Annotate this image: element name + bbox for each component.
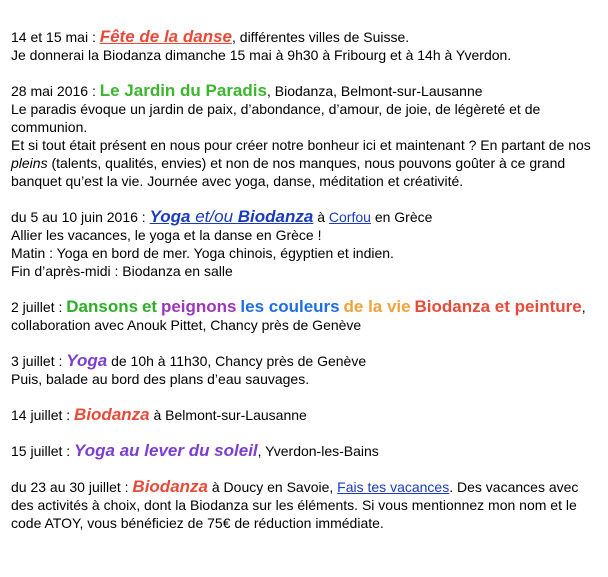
event-heading: [11, 442, 598, 460]
event-location: à Belmont-sur-Lausanne: [149, 407, 307, 423]
event-doucy: [11, 478, 598, 532]
corfou-link[interactable]: Corfou: [328, 209, 371, 225]
event-yoga-15-juillet: [11, 442, 598, 460]
event-description: Allier les vacances, le yoga et la danse en Grèce !: [11, 227, 322, 243]
title-word: Biodanza et peinture: [414, 297, 582, 316]
event-heading: [11, 298, 598, 334]
event-description: Je donnerai la Biodanza dimanche 15 mai à 9h30 à Fribourg et à 14h à Yverdon.: [11, 47, 512, 63]
event-title-biodanza: Biodanza: [237, 207, 314, 226]
event-date: 2 juillet :: [11, 299, 67, 315]
title-word: les couleurs: [240, 297, 340, 316]
fais-tes-vacances-link[interactable]: Fais tes vacances: [337, 479, 450, 495]
event-yoga-3-juillet: [11, 352, 598, 388]
event-title: Biodanza: [132, 477, 208, 496]
event-heading: [11, 82, 598, 100]
event-at: à: [313, 209, 329, 225]
event-title-connector: et/ou: [190, 207, 238, 226]
event-date: 28 mai 2016 :: [11, 83, 100, 99]
event-date: 14 et 15 mai :: [11, 29, 100, 45]
event-date: 3 juillet :: [11, 353, 67, 369]
event-date: du 23 au 30 juillet :: [11, 479, 133, 495]
event-location: , Yverdon-les-Bains: [257, 443, 379, 459]
title-word: peignons: [160, 297, 237, 316]
event-fete-de-la-danse: [11, 28, 598, 64]
event-description: [11, 136, 598, 190]
description-text: (talents, qualités, envies) et non de nos manques, nous pouvons goûter à ce grand banquet qu’est la vie. Journée avec yoga, danse, méditation et créativité.: [11, 155, 566, 189]
title-word: de la vie: [343, 297, 411, 316]
title-word: Dansons: [66, 297, 139, 316]
event-title: Le Jardin du Paradis: [99, 81, 267, 100]
event-description: Puis, balade au bord des plans d’eau sauvages.: [11, 371, 310, 387]
event-title: Yoga: [66, 351, 108, 370]
event-location: , Biodanza, Belmont-sur-Lausanne: [266, 83, 483, 99]
event-title: Yoga au lever du soleil: [74, 441, 258, 460]
event-heading: [11, 208, 598, 226]
description-emphasis: pleins: [11, 155, 48, 171]
event-description: Le paradis évoque un jardin de paix, d’abondance, d’amour, de joie, de légèreté et de communion.: [11, 101, 541, 135]
event-location: de 10h à 11h30, Chancy près de Genève: [107, 353, 367, 369]
event-location: , différentes villes de Suisse.: [232, 29, 410, 45]
event-location: à Doucy en Savoie,: [207, 479, 338, 495]
event-location: en Grèce: [370, 209, 433, 225]
event-date: 15 juillet :: [11, 443, 75, 459]
event-heading: [11, 352, 598, 370]
event-date: 14 juillet :: [11, 407, 75, 423]
event-heading: [11, 478, 598, 532]
event-location: , collaboration avec Anouk Pittet, Chancy près de Genève: [11, 299, 586, 333]
event-heading: [11, 28, 598, 46]
event-description: Matin : Yoga en bord de mer. Yoga chinois, égyptien et indien.: [11, 245, 394, 261]
event-date: du 5 au 10 juin 2016 :: [11, 209, 150, 225]
event-corfou: [11, 208, 598, 280]
event-description: Fin d’après-midi : Biodanza en salle: [11, 263, 233, 279]
description-text: Et si tout était présent en nous pour créer notre bonheur ici et maintenant ? En partant de nos: [11, 137, 591, 153]
event-title: Biodanza: [74, 405, 150, 424]
event-jardin-du-paradis: [11, 82, 598, 190]
event-dansons-et-peignons: [11, 298, 598, 334]
event-title: Fête de la danse: [99, 27, 232, 46]
title-word: et: [141, 297, 158, 316]
event-biodanza-14-juillet: [11, 406, 598, 424]
event-heading: [11, 406, 598, 424]
event-title-yoga: Yoga: [149, 207, 191, 226]
event-description: . Des vacances avec des activités à choix, dont la Biodanza sur les éléments. Si vous mentionnez mon nom et le code ATOY, vous bénéficiez de 75€ de réduction immédiate.: [11, 479, 579, 531]
